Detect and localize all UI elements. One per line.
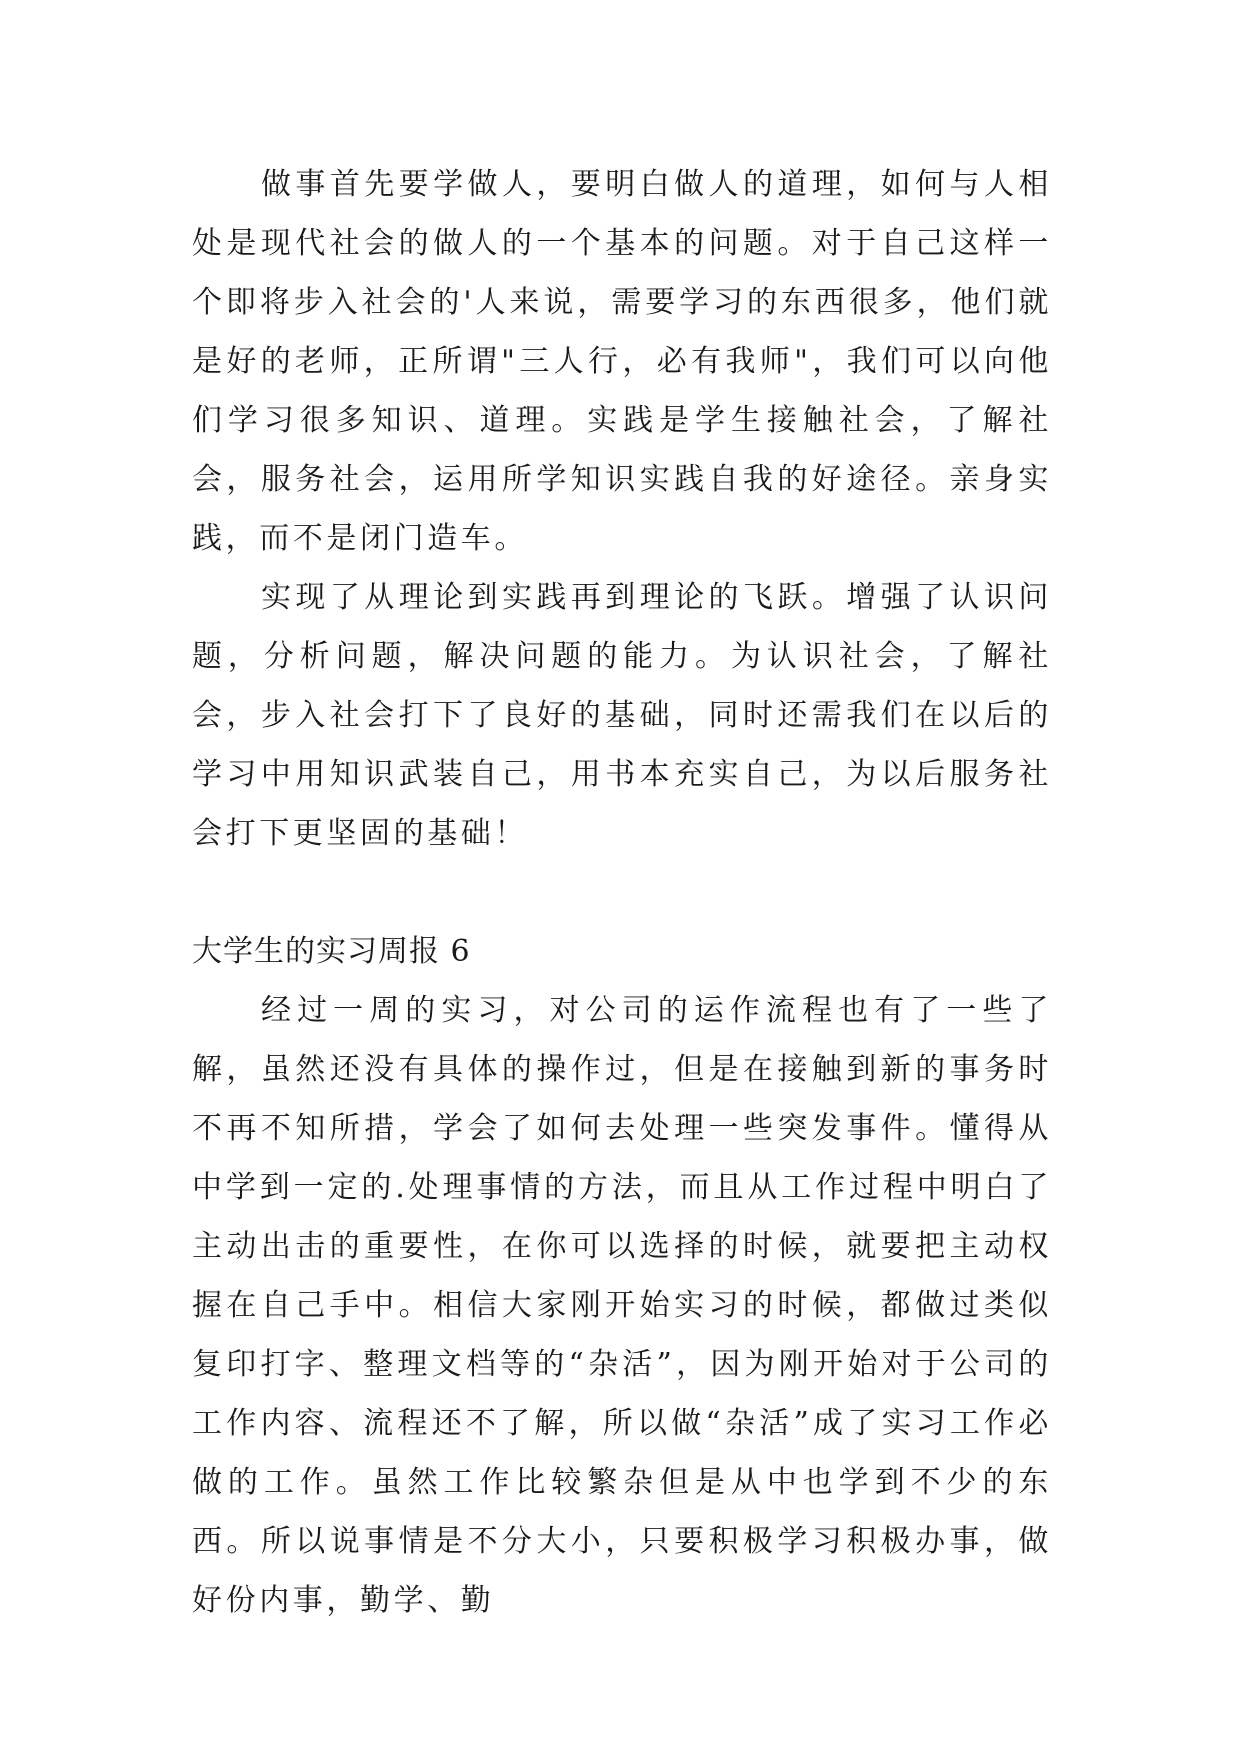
paragraph: 实现了从理论到实践再到理论的飞跃。增强了认识问题，分析问题，解决问题的能力。为认识社会，了解社会，步入社会打下了良好的基础，同时还需我们在以后的学习中用知识武装自己，用书本充实自己，为以后服务社会打下更坚固的基础！	[192, 580, 1052, 851]
document-body	[192, 155, 1052, 1630]
paragraph: 做事首先要学做人，要明白做人的道理，如何与人相处是现代社会的做人的一个基本的问题。对于自己这样一个即将步入社会的'人来说，需要学习的东西很多，他们就是好的老师，正所谓"三人行，必有我师"，我们可以向他们学习很多知识、道理。实践是学生接触社会，了解社会，服务社会，运用所学知识实践自我的好途径。亲身实践，而不是闭门造车。	[192, 167, 1052, 556]
paragraph: 经过一周的实习，对公司的运作流程也有了一些了解，虽然还没有具体的操作过，但是在接触到新的事务时不再不知所措，学会了如何去处理一些突发事件。懂得从中学到一定的.处理事情的方法，而且从工作过程中明白了主动出击的重要性，在你可以选择的时候，就要把主动权握在自己手中。相信大家刚开始实习的时候，都做过类似复印打字、整理文档等的“杂活”，因为刚开始对于公司的工作内容、流程还不了解，所以做“杂活”成了实习工作必做的工作。虽然工作比较繁杂但是从中也学到不少的东西。所以说事情是不分大小，只要积极学习积极办事，做好份内事，勤学、勤	[192, 993, 1052, 1618]
section-title: 大学生的实习周报 6	[192, 934, 471, 969]
